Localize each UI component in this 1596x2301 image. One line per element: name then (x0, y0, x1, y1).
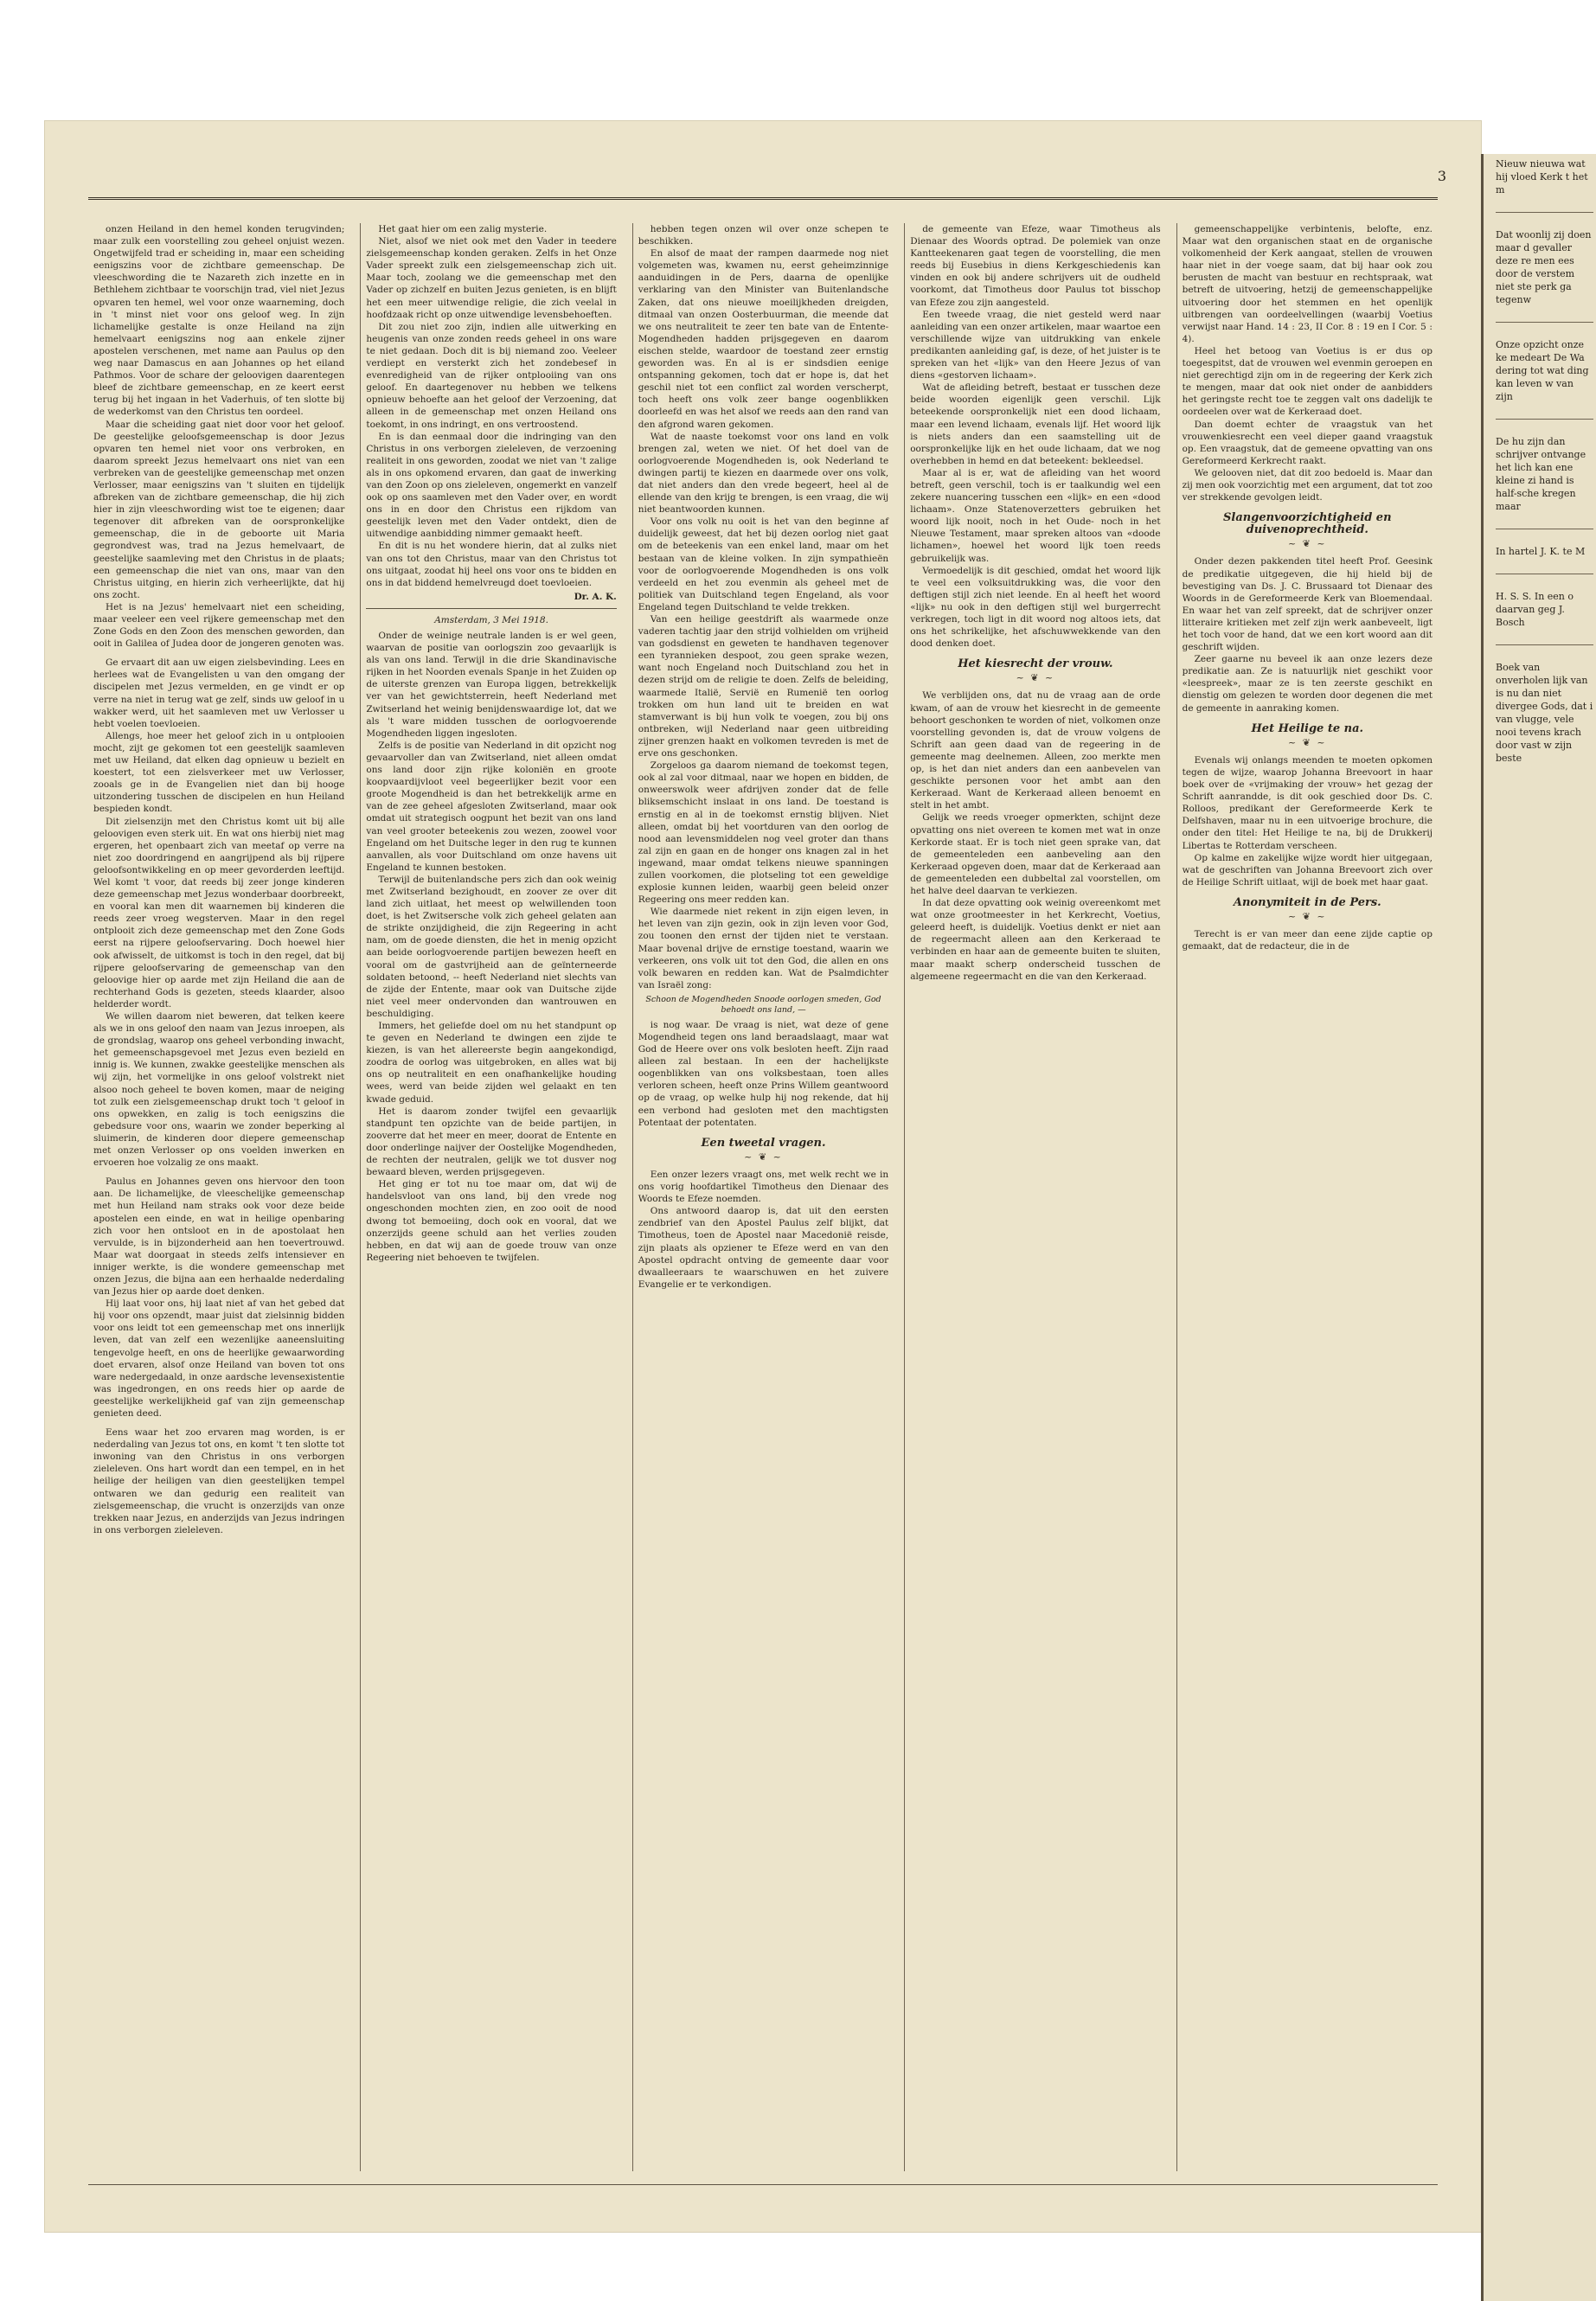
paragraph: Zelfs is de positie van Nederland in dit opzicht nog gevaarvoller dan van Zwitserland, niet alleen omdat ons land door zijn rijke koloniën en groote koopvaardijvloot veel begeerlijker bezit voor een groote Mogendheid is dan het betrekkelijk arme en van de zee geheel afgesloten Zwitserland, maar ook omdat uit strategisch oogpunt het bezit van ons land van veel grooter beteekenis zou wezen, zoowel voor Engeland om het Duitsche leger in den rug te kunnen aanvallen, als voor Duitschland om onze havens uit Engeland te kunnen bestoken. (366, 740, 617, 873)
paragraph: Het is daarom zonder twijfel een gevaarlijk standpunt ten opzichte van de beide partijen, in zooverre dat het meer en meer, doorat de Entente en door onderlinge naijver der Oostelijke Mogendheden, de rechten der neutralen, gelijk we tot dusver nog bewaard bleven, werden prijsgegeven. (366, 1106, 617, 1178)
ornament-divider: ~ ❦ ~ (1287, 736, 1327, 748)
paragraph: Maar al is er, wat de afleiding van het woord betreft, geen verschil, toch is er taalkundig wel een zekere nuancering tusschen een «lijk» en een «dood lichaam». Onze Statenoverzetters gebruiken het woord lijk nooit, noch in het Oude- noch in het Nieuwe Testament, maar spreken altoos van «doode lichamen», hoewel het woord lijk toen reeds gebruikelijk was. (910, 467, 1161, 564)
paragraph: Van een heilige geestdrift als waarmede onze vaderen tachtig jaar den strijd volhielden om vrijheid van godsdienst en geweten te handhaven tegenover een tyrannieken despoot, zou geen sprake wezen, want noch Engeland noch Duitschland zou het in dezen strijd om de religie te doen. Zelfs de beleiding, waarmede Italië, Servië en Rumenië ten oorlog trokken om hun land uit te breiden en wat stamverwant is bij hun volk te voegen, zou bij ons ontbreken, wijl Nederland naar geen uitbreiding zijner grenzen haakt en volkomen tevreden is met de erve ons geschonken. (638, 614, 889, 760)
paragraph: Wie daarmede niet rekent in zijn eigen leven, in het leven van zijn gezin, ook in zijn leven voor God, zou toonen den ernst der tijden niet te verstaan. Maar bovenal drijve de ernstige toestand, waarin we verkeeren, ons volk uit tot den God, die allen en ons volk bewaren en redden kan. Wat de Psalmdichter van Israël zong: (638, 907, 889, 990)
column-1 (88, 223, 349, 2171)
column-2 (360, 223, 621, 2171)
paragraph: We gelooven niet, dat dit zoo bedoeld is. Maar dan zij men ook voorzichtig met een argument, dat tot zoo ver strekkende gevolgen leidt. (1182, 467, 1433, 503)
paragraph: Maar die scheiding gaat niet door voor het geloof. De geestelijke geloofsgemeenschap is door Jezus opvaren ten hemel niet voor ons verbroken, en daarom spreekt Jezus hemelvaart ons niet van een verbreken van de geestelijke gemeenschap met onzen Verlosser, maar eenigszins van 't sluiten en tijdelijk afbreken van de zichtbare gemeenschap, die hij zich hier in zijn vleeschwording wist toe te eigenen; daar tegenover dit afbreken van de oorspronkelijke gemeenschap, die in de geboorte uit Maria gegrondvest was, trad na Jezus hemelvaart, de geestelijke saamleving met den Christus in de plaats; een gemeenschap die niet van ons, maar van den Christus uitging, en hierin zich verheerlijkte, dat hij ons zocht. (93, 419, 345, 600)
paragraph: Gelijk we reeds vroeger opmerkten, schijnt deze opvatting ons niet overeen te komen met wat in onze Kerkorde staat. Er is toch niet geen sprake van, dat de gemeenteleden een aanbeveling aan den Kerkeraad opgeven doen, maar dat de Kerkeraad aan de gemeenteleden een dubbeltal zal voorstellen, om het halve deel daarvan te verkiezen. (910, 812, 1161, 896)
section-heading: Het Heilige te na. (1251, 721, 1364, 735)
adjacent-text-fragment: Nieuw nieuwa wat hij vloed Kerk t het m (1496, 158, 1588, 195)
paragraph: Een onzer lezers vraagt ons, met welk recht we in ons vorig hoofdartikel Timotheus den Dienaar des Woords te Efeze noemden. (638, 1169, 889, 1205)
paragraph: Onder dezen pakkenden titel heeft Prof. Geesink de predikatie uitgegeven, die hij hield bij de bevestiging van Ds. J. C. Brussaard tot Dienaar des Woords in de Gereformeerde Kerk van Bloemendaal. En waar het van zelf spreekt, dat de schrijver onzer litteraire kritieken met zelf zijn werk aanbeveelt, ligt het toch voor de hand, dat we een kort woord aan dit geschrift wijden. (1182, 556, 1433, 653)
paragraph: Wat de afleiding betreft, bestaat er tusschen deze beide woorden eigenlijk geen verschil. Lijk beteekende oorspronkelijk niet een dood lichaam, maar een levend lichaam, evenals lijf. Het woord lijk is niets anders dan een saamstelling uit de oorspronkelijke lijk en het oude lichaam, dat we nog overhebben in hemd en dat beteekent: bekleedsel. (910, 382, 1161, 466)
paragraph: Het gaat hier om een zalig mysterie. (378, 224, 548, 234)
paragraph: Onder de weinige neutrale landen is er wel geen, waarvan de positie van oorlogszin zoo gevaarlijk is als van ons land. Terwijl in die drie Skandinavische rijken in het Noorden evenals Spanje in het Zuiden op de uiterste grenzen van Europa liggen, betrekkelijk ver van het gewichtsterrein, heeft Nederland met Zwitserland het weinig benijdenswaardige lot, dat we als 't ware midden tusschen de oorlogvoerende Mogendheden liggen ingesloten. (366, 631, 617, 739)
paragraph: Voor ons volk nu ooit is het van den beginne af duidelijk geweest, dat het bij dezen oorlog niet gaat om de beteekenis van een enkel land, maar om het bestaan van de kleine volken. In zijn sympathieën voor de oorlogvoerende Mogendheden is ons volk verdeeld en het zou evenmin als geheel met de politiek van Duitschland tegen Engeland, als voor Engeland tegen Duitschland te velde trekken. (638, 516, 889, 612)
psalm-quote: Schoon de Mogendheden Snoode oorlogen smeden, God behoedt ons land, — (645, 994, 881, 1015)
paragraph: Zeer gaarne nu beveel ik aan onze lezers deze predikatie aan. Ze is natuurlijk niet geschikt voor «leespreek», maar ze is ten zeerste geschikt en dienstig om gelezen te worden door degenen die met de gemeente in aanraking komen. (1182, 654, 1433, 714)
paragraph: Ge ervaart dit aan uw eigen zielsbevinding. Lees en herlees wat de Evangelisten u van den omgang der discipelen met Jezus vermelden, en ge vindt er op verre na niet in terug wat ge zelf, sinds uw geloof in u wakker werd, uit het saamleven met uw Verlosser u hebt voelen toevloeien. (93, 657, 345, 729)
paragraph: We willen daarom niet beweren, dat telken keere als we in ons geloof den naam van Jezus inroepen, als de grondslag, waarop ons geheel verbonding inwacht, het gemeenschapsgevoel met Jezus even bezield en innig is. We kunnen, zwakke geestelijke menschen als wij zijn, het vormelijke in ons geloof volstrekt niet alsoo noch geheel te boven komen, maar de neiging tot zulk een zielsgemeenschap drukt toch 't geloof in ons opwekken, en zalig is toch eenigszins die gebedsure voor ons, waarin we zonder beperking al sluimerin, de kinderen door diepere gemeenschap met onzen Verlosser op ons voelden inwerken en ervoeren hoe volzalig ze ons maakt. (93, 1011, 345, 1169)
paragraph: Terecht is er van meer dan eene zijde captie op gemaakt, dat de redacteur, die in de (1182, 929, 1433, 952)
dateline: Amsterdam, 3 Mei 1918. (366, 608, 616, 626)
ornament-divider: ~ ❦ ~ (1287, 538, 1327, 550)
paragraph: Terwijl de buitenlandsche pers zich dan ook weinig met Zwitserland bezighoudt, en zoover ze over dit land zich uitlaat, het meest op welwillenden toon doet, is het Zwitsersche volk zich geheel gelaten aan de strikte onzijdigheid, die zijn Regeering in acht nam, om de goede diensten, die het in menig opzicht aan beide oorlogvoerende partijen bewezen heeft en vooral om de gastvrijheid aan de geïnterneerde soldaten betoond, -- heeft Nederland niet slechts van de zijde der Entente, maar ook van Duitsche zijde niet veel meer ondervonden dan wantrouwen en beschuldiging. (366, 874, 617, 1019)
column-3 (632, 223, 894, 2171)
paragraph: de gemeente van Efeze, waar Timotheus als Dienaar des Woords optrad. De polemiek van onze Kantteekenaren gaat tegen de voorstelling, die men reeds bij Eusebius in diens Kerkgeschiedenis kan vinden en ook bij andere schrijvers uit de oudheld voorkomt, dat Timotheus door Paulus tot bisschop van Efeze zou zijn aangesteld. (910, 224, 1161, 308)
paragraph: Dit zielsenzijn met den Christus komt uit bij alle geloovigen even sterk uit. En wat ons hierbij niet mag ergeren, het openbaart zich van meetaf op verre na niet zoo doordringend en aangrijpend als bij rijpere geloofsontwikkeling en op meer gevorderden leeftijd. Wel komt 't voor, dat reeds bij zeer jonge kinderen deze gemeenschap met Jezus wonderbaar doorbreekt, en vooral kan men dit waarnemen bij kinderen die reeds zeer vroeg wegsterven. Maar in den regel ontplooit zich deze gemeenschap met den Zone Gods eerst na rijpere geloofservaring. Doch hoewel hier ook afwisselt, de uitkomst is toch in den regel, dat bij rijpere geloofservaring de gemeenschap van den geloovige hier op aarde met zijn Heiland die aan de rechterhand Gods is gezeten, steeds klaarder, alsoo helderder wordt. (93, 816, 345, 1009)
section-heading: Een tweetal vragen. (701, 1136, 826, 1150)
paragraph: Vermoedelijk is dit geschied, omdat het woord lijk te veel een volksuitdrukking was, die voor den deftigen stijl zich niet leende. En al heeft het woord «lijk» nu ook in den deftigen stijl wel burgerrecht verkregen, toch ligt in dit woord nog altoos iets, dat ons het schrikelijke, het afschuwwekkende van den dood denken doet. (910, 565, 1161, 650)
paragraph: Niet, alsof we niet ook met den Vader in teedere zielsgemeenschap konden geraken. Zelfs in het Onze Vader spreekt zulk een zielsgemeenschap zich uit. Maar toch, zoolang we die gemeenschap met den Vader op zichzelf en buiten Jezus genieten, is en blijft het een meer uitwendige religie, die zich veelal in hoofdzaak richt op onze uitwendige levensbehoeften. (366, 236, 617, 320)
paragraph: Wat de naaste toekomst voor ons land en volk brengen zal, weten we niet. Of het doel van de oorlogvoerende Mogendheden is, ook Nederland te dwingen partij te kiezen en daarmede over ons volk, dat niet anders dan den vrede begeert, heel al de ellende van den krijg te brengen, is een vraag, die wij niet beantwoorden kunnen. (638, 431, 889, 516)
paragraph: Allengs, hoe meer het geloof zich in u ontplooien mocht, zijt ge gekomen tot een geestelijk saamleven met uw Heiland, dat elken dag opnieuw u bezielt en koestert, tot een zielsverkeer met uw Verlosser, zooals ge in de Evangelien niet dan bij hooge uitzondering tusschen de discipelen en hun Heiland bespieden kondt. (93, 730, 345, 815)
adjacent-text-fragment: Dat woonlij zij doen maar d gevaller deze re men ees door de verstem niet ste perk ga tegenw (1496, 229, 1592, 305)
section-heading: Anonymiteit in de Pers. (1233, 895, 1381, 909)
adjacent-text-fragment: De hu zijn dan schrijver ontvange het lich kan ene kleine zi hand is half-sche kregen maar (1496, 436, 1586, 512)
page-number: 3 (1437, 168, 1446, 184)
paragraph: is nog waar. De vraag is niet, wat deze of gene Mogendheid tegen ons land beraadslaagt, maar wat God de Heere over ons volk besloten heeft. Zijn raad alleen zal bestaan. In een der hachelijkste oogenblikken van ons volksbestaan, toen alles verloren scheen, heeft onze Prins Willem geantwoord op de vraag, op welke hulp hij nog rekende, dat hij een verbond had gesloten met den machtigsten Potentaat der potentaten. (638, 1019, 889, 1128)
paragraph: Eens waar het zoo ervaren mag worden, is er nederdaling van Jezus tot ons, en komt 't ten slotte tot inwoning van den Christus in ons verborgen zieleleven. Ons hart wordt dan een tempel, en in het heilige der heiligen van dien geestelijken tempel ontwaren we dan gedurig een realiteit van zielsgemeenschap, die vrucht is onzerzijds van onze trekken naar Jezus, en anderzijds van Jezus indringen in ons verborgen zieleleven. (93, 1427, 345, 1535)
column-5 (1176, 223, 1438, 2171)
ornament-divider: ~ ❦ ~ (1287, 910, 1327, 922)
adjacent-page-edge (1481, 154, 1596, 2301)
paragraph: We verblijden ons, dat nu de vraag aan de orde kwam, of aan de vrouw het kiesrecht in de gemeente behoort geschonken te worden of niet, volkomen onze voorstelling gevonden is, dat de vrouw volgens de Schrift aan geen daad van de regeering in de gemeente mag deelnemen. Alleen, zoo merkte men op, is het dan niet anders dan een aanbevelen van geschikte personen voor het ambt aan den Kerkeraad. Want de Kerkeraad alleen benoemt en stelt in het ambt. (910, 690, 1161, 811)
section-heading: Slangenvoorzichtigheid en duivenoprechtheid. (1223, 511, 1392, 537)
paragraph: Heel het betoog van Voetius is er dus op toegespitst, dat de vrouwen wel evenmin geroepen en niet gerechtigd zijn om in de regeering der Kerk zich te mengen, maar dat ook niet onder de aanbidders het geringste recht toe te zeggen valt ons dadelijk te oordeelen over wat de Kerkeraad doet. (1182, 345, 1433, 418)
column-4 (904, 223, 1165, 2171)
adjacent-text-fragment: Onze opzicht onze ke medeart De Wa dering tot wat ding kan leven w van zijn (1496, 339, 1589, 402)
article-columns (88, 223, 1438, 2171)
paragraph: Een tweede vraag, die niet gesteld werd naar aanleiding van een onzer artikelen, maar waartoe een verschillende wijze van uitdrukking van enkele predikanten aanleiding gaf, is deze, of het juister is te spreken van het «lijk» van den Heere Jezus of van diens «gestorven lichaam». (910, 309, 1161, 381)
ornament-divider: ~ ❦ ~ (1016, 672, 1055, 684)
adjacent-text-fragment: In hartel J. K. te M (1496, 546, 1586, 557)
paragraph: Immers, het geliefde doel om nu het standpunt op te geven en Nederland te dwingen een zijde te kiezen, is van het allereerste begin aangekondigd, zoodra de oorlog was uitgebroken, en alles wat bij ons op neutraliteit en een onafhankelijke houding wees, werd van beide zijden wel gelaakt en ten kwade geduid. (366, 1021, 617, 1105)
paragraph: Ons antwoord daarop is, dat uit den eersten zendbrief van den Apostel Paulus zelf blijkt, dat Timotheus, toen de Apostel naar Macedonië reisde, zijn plaats als opziener te Efeze werd en van den Apostel opdracht ontving de gemeente daar voor dwaalleeraars te waarschuwen en het zuivere Evangelie er te verkondigen. (638, 1206, 889, 1290)
paragraph: gemeenschappelijke verbintenis, belofte, enz. Maar wat den organischen staat en de organische volkomenheid der Kerk aangaat, stellen de vrouwen haar niet in der voege saam, dat bij haar ook zou berusten de macht van bestuur en rechtspraak, wat betreft de uitvoering, hetzij de gemeenschappelijke uitvoering door het stemmen en het openlijk uitbrengen van oordeelvellingen (waarbij Voetius verwijst naar Hand. 14 : 23, II Cor. 8 : 19 en I Cor. 5 : 4). (1182, 224, 1433, 344)
article-signature: Dr. A. K. (574, 591, 617, 602)
paragraph: En alsof de maat der rampen daarmede nog niet volgemeten was, kwamen nu, eerst geheimzinnige aanduidingen in de Pers, daarna de openlijke verklaring van den Minister van Buitenlandsche Zaken, dat ons nieuwe moeilijkheden dreigden, ditmaal van onzen Oosterbuurman, die meende dat we ons neutraliteit te zeer ten bate van de Entente-Mogendheden hadden prijsgegeven en daarom eischen stelde, waardoor de toestand zeer ernstig geworden was. En al is er sindsdien eenige ontspanning gekomen, toch dat er hope is, dat het geschil niet tot een conflict zal worden verscherpt, toch heeft ons volk zeer bange oogenblikken doorleefd en was het alsof we reeds aan den rand van den afgrond waren gekomen. (638, 248, 889, 430)
paragraph: onzen Heiland in den hemel konden terugvinden; maar zulk een voorstelling zou geheel onjuist wezen. Ongetwijfeld trad er scheiding in, maar een scheiding eenigszins voor de zichtbare gemeenschap. De vleeschwording die te Nazareth zich inzette en in Bethlehem zichtbaar te voorschijn trad, viel niet Jezus opvaren ten hemel, wel voor onze waarneming, doch in 't minst niet voor ons geloof weg. In zijn lichamelijke gestalte is onze Heiland na zijn hemelvaart eenigszins nog aan enkele zijner apostelen verschenen, met name aan Paulus op den weg naar Damascus en aan Johannes op het eiland Pathmos. Voor de schare der geloovigen daarentegen bleef de zichtbare gemeenschap, en ze keert eerst terug bij het ingaan in het Vaderhuis, of ten slotte bij de wederkomst van den Christus ten oordeel. (93, 224, 345, 418)
paragraph: Dit zou niet zoo zijn, indien alle uitwerking en heugenis van onze zonden reeds geheel in ons ware te niet gedaan. Doch dit is bij niemand zoo. Veeleer verdiept en versterkt zich het zondebesef in evenredigheid van de rijker ontplooiing van ons geloof. En daartegenover nu hebben we telkens opnieuw behoefte aan het geloof der Verzoening, dat alleen in de gemeenschap met onzen Heiland ons toekomt, in ons indringt, en ons vertroostend. (366, 321, 617, 430)
adjacent-text-fragment: H. S. S. In een o daarvan geg J. Bosch (1496, 591, 1574, 628)
paragraph: hebben tegen onzen wil over onze schepen te beschikken. (638, 224, 889, 247)
paragraph: Het ging er tot nu toe maar om, dat wij de handelsvloot van ons land, bij den vrede nog ongeschonden mochten zien, en zoo ooit de nood dwong tot bemoeiing, doch ook en vooral, dat we onzerzijds geene schuld aan het verlies zouden hebben, en dat wij aan de goede trouw van onze Regeering niet behoeven te twijfelen. (366, 1179, 617, 1263)
paragraph: In dat deze opvatting ook weinig overeenkomt met wat onze grootmeester in het Kerkrecht, Voetius, geleerd heeft, is duidelijk. Voetius denkt er niet aan de regeermacht alleen aan den Kerkeraad te verbinden en haar aan de gemeente buiten te sluiten, maar maakt scherp onderscheid tusschen de algemeene regeermacht en die van den Kerkeraad. (910, 898, 1161, 982)
paragraph: Paulus en Johannes geven ons hiervoor den toon aan. De lichamelijke, de vleeschelijke gemeenschap met hun Heiland nam straks ook voor deze beide apostelen een einde, en wat in heilige openbaring zich voor hen ontsloot en in de apostolaat hen vervulde, is in bijzonderheid aan hen toevertrouwd. Maar wat doorgaat in steeds zelfs intensiever en inniger werkte, is die wondere gemeenschap met onzen Jezus, die bijna aan een herhaalde nederdaling van Jezus hier op aarde doet denken. (93, 1176, 345, 1298)
ornament-divider: ~ ❦ ~ (744, 1150, 783, 1163)
newspaper-sheet (45, 121, 1481, 2232)
adjacent-text-fragment: Boek van onverholen lijk van is nu dan niet divergee Gods, dat i van vlugge, vele nooi tevens krach door vast w zijn beste (1496, 662, 1593, 764)
section-heading: Het kiesrecht der vrouw. (958, 657, 1113, 671)
paragraph: Evenals wij onlangs meenden te moeten opkomen tegen de wijze, waarop Johanna Breevoort in haar boek over de «vrijmaking der vrouw» het gezag der Schrift aanrandde, is dit ook geschied door Ds. C. Rolloos, predikant der Gereformeerde Kerk te Delfshaven, maar nu in een uitvoerige brochure, die onder den titel: Het Heilige te na, bij de Drukkerij Libertas te Rotterdam verscheen. (1182, 754, 1433, 851)
paragraph: Het is na Jezus' hemelvaart niet een scheiding, maar veeleer een veel rijkere gemeenschap met den Zone Gods en den Zoon des menschen geworden, dan ooit in Galilea of Judea door de jongeren genoten was. (93, 601, 345, 650)
paragraph: Hij laat voor ons, hij laat niet af van het gebed dat hij voor ons opzendt, maar juist dat zielsinnig bidden voor ons leidt tot een gemeenschap met ons innerlijk leven, dat van zelf een wezenlijke aaneensluiting tengevolge heeft, en ons de heerlijke gewaarwording doet ervaren, alsof onze Heiland van boven tot ons ware nedergedaald, in onze aardsche levensexistentie was ingedrongen, en ons reeds hier op aarde de geestelijke werkelijkheid gaf van zijn gemeenschap genieten deed. (93, 1298, 345, 1419)
paragraph: Op kalme en zakelijke wijze wordt hier uitgegaan, wat de geschriften van Johanna Breevoort zich over de Heilige Schrift uitlaat, wijl de boek met haar gaat. (1182, 852, 1433, 888)
paragraph: En is dan eenmaal door die indringing van den Christus in ons verborgen zieleleven, de verzoening realiteit in ons geworden, zoodat we niet van 't zalige als in ons opkomend ervaren, dan gaat de inwerking van den Zoon op ons zieleleven, ongemerkt en vanzelf ook op ons saamleven met den Vader over, en wordt ons in en door den Christus een rijkdom van geestelijk leven met den Vader ontdekt, dien de uitwendige aanbidding nimmer gemaakt heeft. (366, 431, 617, 540)
paragraph: Zorgeloos ga daarom niemand de toekomst tegen, ook al zal voor ditmaal, naar we hopen en bidden, de onweerswolk weer afdrijven zonder dat de felle bliksemschicht inslaat in ons land. De toestand is ernstig en al in de toekomst ernstig blijven. Niet alleen, omdat bij het voortduren van den oorlog de nood aan levensmiddelen nog veel groter dan thans zal zijn en gaan en de honger ons knagen zal in het ingewand, maar omdat telkens nieuwe spanningen zullen voorkomen, die plotseling tot een geweldige explosie kunnen leiden, waarbij geen beleid onzer Regeering ons meer redden kan. (638, 760, 889, 906)
bottom-rule (88, 2184, 1438, 2185)
paragraph: Dan doemt echter de vraagstuk van het vrouwenkiesrecht een veel dieper gaand vraagstuk op. Een vraagstuk, dat de gemeene opvatting van ons Gereformeerd Kerkrecht raakt. (1182, 419, 1433, 466)
paragraph: En dit is nu het wondere hierin, dat al zulks niet van ons tot den Christus, maar van den Christus tot ons uitgaat, zoodat hij heel ons voor ons te bidden en ons in dat biddend hemelvreugd doet toevloeien. (366, 541, 617, 588)
top-rule (88, 197, 1438, 200)
